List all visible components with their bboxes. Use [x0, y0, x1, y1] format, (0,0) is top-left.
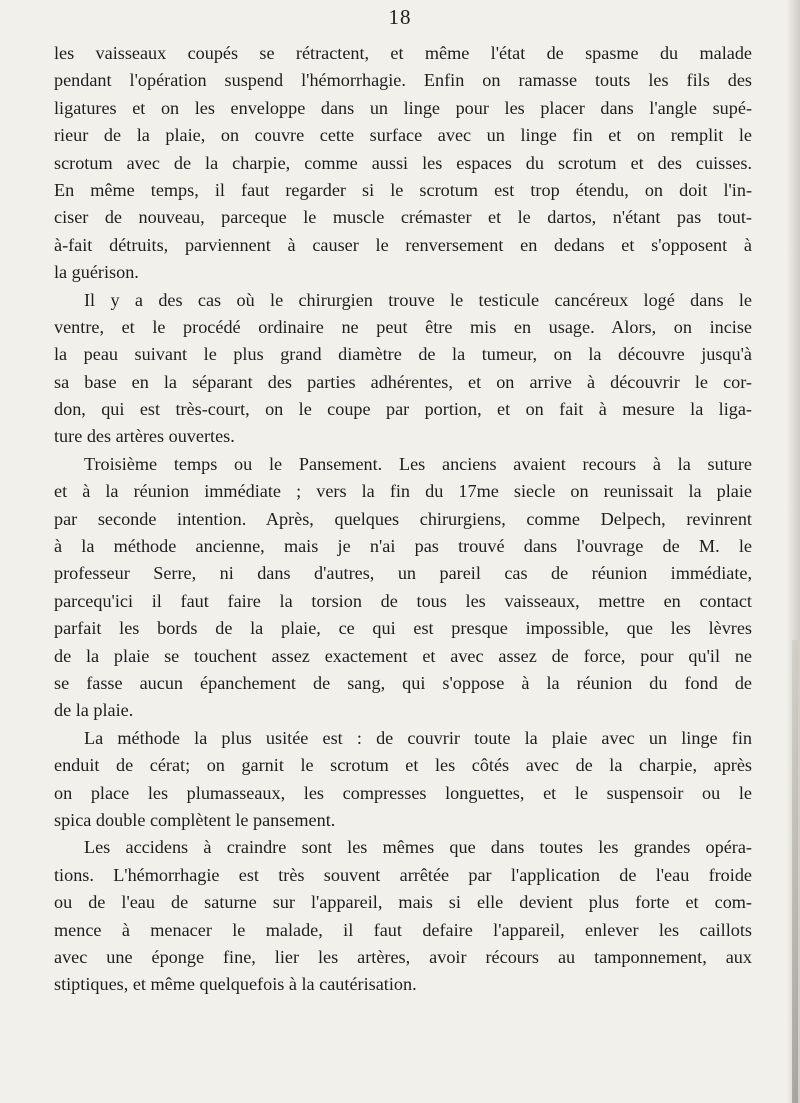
text-line: stiptiques, et même quelquefois à la cautérisation. [54, 974, 417, 995]
body-text [54, 40, 752, 999]
text-line: scrotum avec de la charpie, comme aussi les espaces du scrotum et des cuisses. [54, 152, 752, 173]
text-line: les vaisseaux coupés se rétractent, et même l'état de spasme du malade [54, 43, 752, 63]
text-line: on place les plumasseaux, les compresses longuettes, et le suspensoir ou le [54, 782, 752, 803]
text-line: don, qui est très-court, on le coupe par portion, et on fait à mesure la liga- [54, 399, 752, 420]
text-line: et à la réunion immédiate ; vers la fin du 17me siecle on reunissait la plaie [54, 481, 752, 502]
text-line: tions. L'hémorrhagie est très souvent arrêtée par l'application de l'eau froide [54, 864, 752, 885]
text-line: parfait les bords de la plaie, ce qui est presque impossible, que les lèvres [54, 618, 752, 639]
text-line: spica double complètent le pansement. [54, 809, 336, 830]
text-line: se fasse aucun épanchement de sang, qui s'oppose à la réunion du fond de [54, 672, 752, 693]
text-line: ture des artères ouvertes. [54, 426, 235, 447]
text-line: la guérison. [54, 262, 139, 283]
text-line: Les accidens à craindre sont les mêmes que dans toutes les grandes opéra- [84, 837, 752, 858]
text-line: Il y a des cas où le chirurgien trouve le testicule cancéreux logé dans le [84, 289, 752, 310]
text-line: avec une éponge fine, lier les artères, avoir récours au tamponnement, aux [54, 946, 752, 967]
text-line: professeur Serre, ni dans d'autres, un pareil cas de réunion immédiate, [54, 563, 752, 584]
text-line: enduit de cérat; on garnit le scrotum et les côtés avec de la charpie, après [54, 755, 752, 776]
text-line: de la plaie. [54, 700, 134, 721]
text-line: ventre, et le procédé ordinaire ne peut être mis en usage. Alors, on incise [54, 316, 752, 337]
page-edge-shadow-dark [792, 640, 798, 1103]
text-line: La méthode la plus usitée est : de couvrir toute la plaie avec un linge fin [84, 727, 752, 748]
text-line: ligatures et on les enveloppe dans un linge pour les placer dans l'angle supé- [54, 97, 752, 118]
page-number: 18 [388, 5, 412, 29]
text-line: mence à menacer le malade, il faut defaire l'appareil, enlever les caillots [54, 919, 752, 940]
text-line: ciser de nouveau, parceque le muscle crémaster et le dartos, n'étant pas tout- [54, 207, 752, 228]
text-line: de la plaie se touchent assez exactement et avec assez de force, pour qu'il ne [54, 645, 752, 666]
text-line: par seconde intention. Après, quelques chirurgiens, comme Delpech, revinrent [54, 508, 752, 529]
text-line: la peau suivant le plus grand diamètre de la tumeur, on la découvre jusqu'à [54, 344, 752, 365]
text-line: parcequ'ici il faut faire la torsion de tous les vaisseaux, mettre en contact [54, 590, 752, 611]
text-line: à la méthode ancienne, mais je n'ai pas trouvé dans l'ouvrage de M. le [54, 536, 752, 557]
text-line: En même temps, il faut regarder si le scrotum est trop étendu, on doit l'in- [54, 179, 752, 200]
text-line: sa base en la séparant des parties adhérentes, et on arrive à découvrir le cor- [54, 371, 752, 392]
text-line: rieur de la plaie, on couvre cette surface avec un linge fin et on remplit le [54, 125, 752, 146]
text-line: Troisième temps ou le Pansement. Les anciens avaient recours à la suture [84, 453, 752, 474]
text-line: pendant l'opération suspend l'hémorrhagie. Enfin on ramasse touts les fils des [54, 70, 752, 91]
text-line: ou de l'eau de saturne sur l'appareil, mais si elle devient plus forte et com- [54, 892, 752, 913]
text-line: à-fait détruits, parviennent à causer le renversement en dedans et s'opposent à [54, 234, 752, 255]
